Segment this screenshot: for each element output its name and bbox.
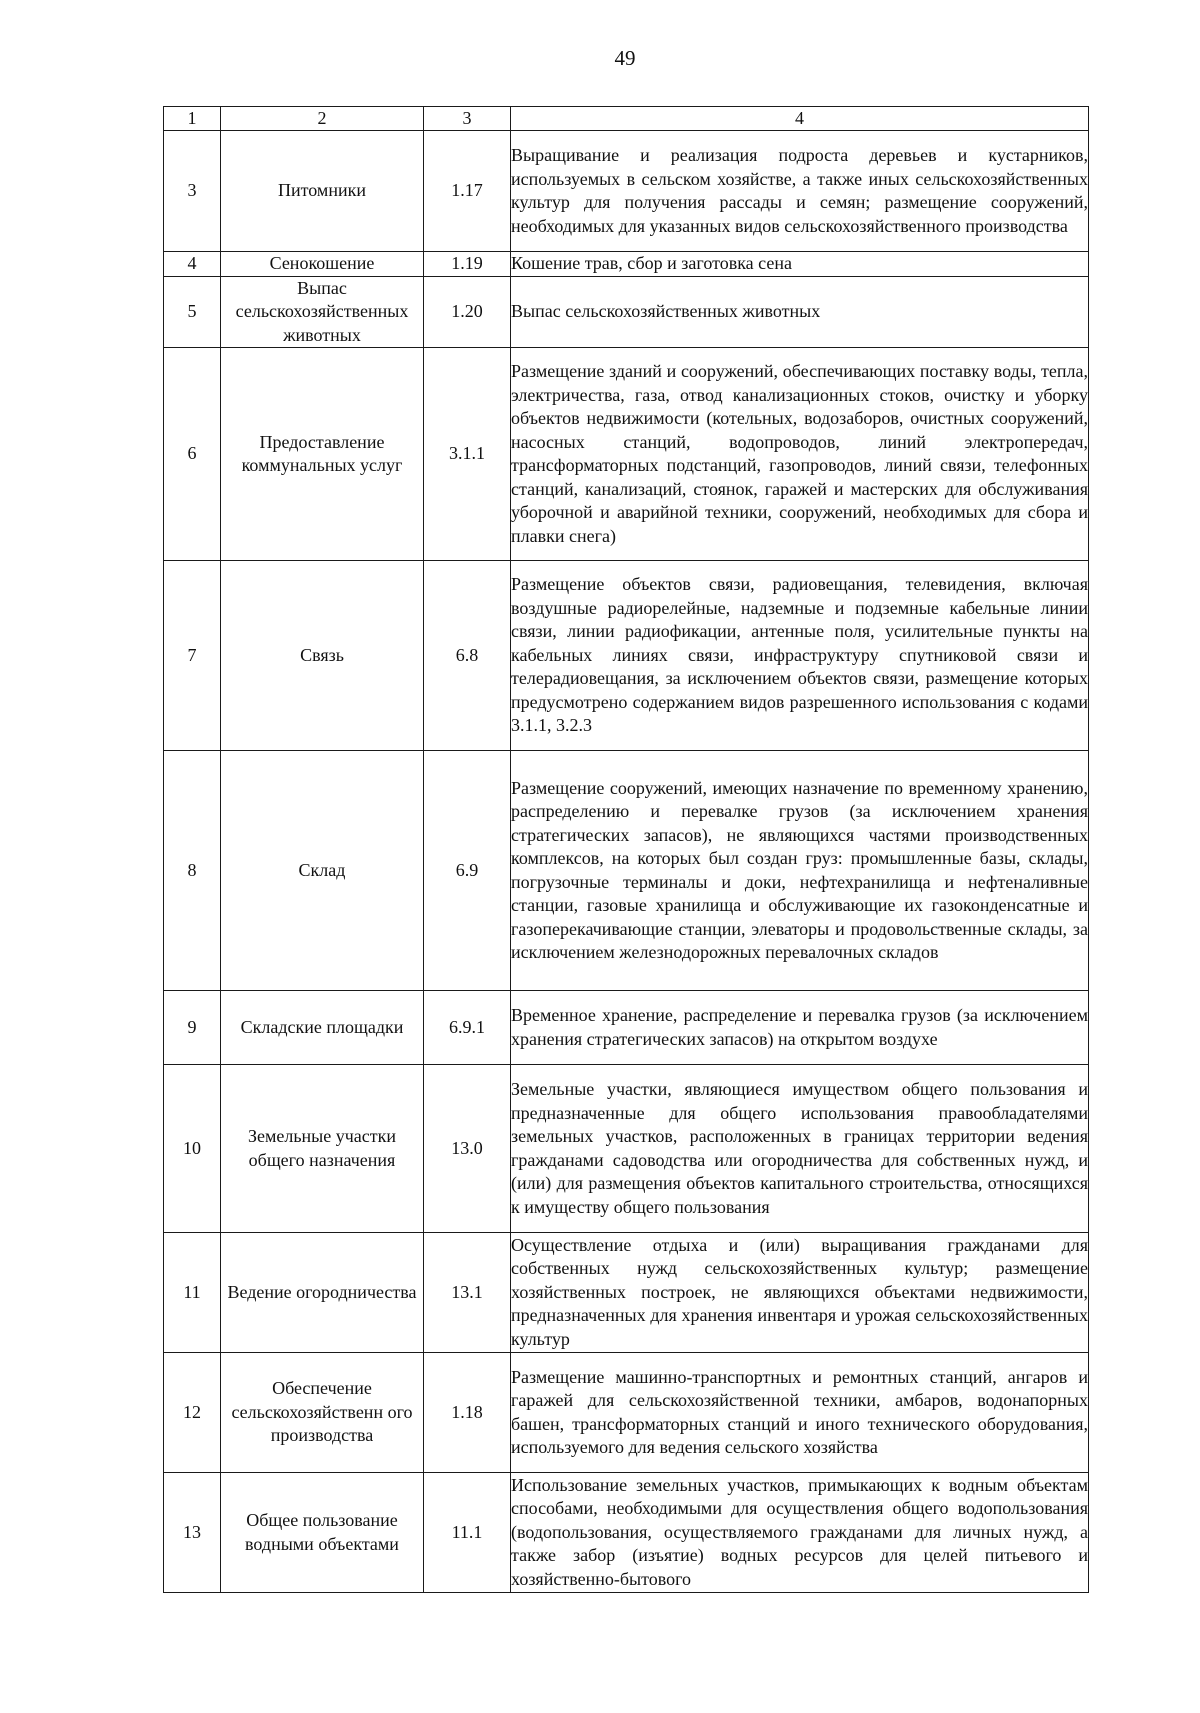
land-use-table: [163, 106, 1089, 1593]
use-type-code: 6.8: [424, 561, 511, 751]
use-type-description: Размещение сооружений, имеющих назначение по временному хранению, распределению и перевалке грузов (за исключением хранения стратегических запасов), не являющихся частями производственных комплексов, на которых был создан груз: промышленные базы, склады, погрузочные терминалы и доки, нефтехранилища и нефтеналивные станции, газовые хранилища и обслуживающие их газоконденсатные и газоперекачивающие станции, элеваторы и продовольственные склады, за исключением железнодорожных перевалочных складов: [511, 751, 1089, 991]
use-type-description: Временное хранение, распределение и перевалка грузов (за исключением хранения стратегических запасов) на открытом воздухе: [511, 991, 1089, 1065]
use-type-description: Использование земельных участков, примыкающих к водным объектам способами, необходимыми для осуществления общего водопользования (водопользования, осуществляемого гражданами для личных нужд, а также забор (изъятие) водных ресурсов для целей питьевого и хозяйственно-бытового: [511, 1473, 1089, 1593]
use-type-name: Земельные участки общего назначения: [221, 1065, 424, 1233]
row-number: 9: [164, 991, 221, 1065]
use-type-code: 11.1: [424, 1473, 511, 1593]
table-row: [164, 991, 1089, 1065]
column-header-4: 4: [511, 107, 1089, 131]
page-number: 49: [614, 46, 636, 70]
table-row: [164, 276, 1089, 348]
row-number: 10: [164, 1065, 221, 1233]
table-row: [164, 1473, 1089, 1593]
use-type-name: Предоставление коммунальных услуг: [221, 348, 424, 561]
use-type-code: 1.20: [424, 276, 511, 348]
use-type-name: Сенокошение: [221, 252, 424, 277]
column-header-1: 1: [164, 107, 221, 131]
row-number: 3: [164, 131, 221, 252]
table-row: [164, 1353, 1089, 1473]
use-type-description: Осуществление отдыха и (или) выращивания гражданами для собственных нужд сельскохозяйственных культур; размещение хозяйственных построек, не являющихся объектами недвижимости, предназначенных для хранения инвентаря и урожая сельскохозяйственных культур: [511, 1233, 1089, 1353]
row-number: 11: [164, 1233, 221, 1353]
table-row: [164, 1065, 1089, 1233]
use-type-name: Ведение огородничества: [221, 1233, 424, 1353]
use-type-code: 1.19: [424, 252, 511, 277]
column-number-row: [164, 107, 1089, 131]
use-type-code: 3.1.1: [424, 348, 511, 561]
use-type-code: 6.9.1: [424, 991, 511, 1065]
use-type-description: Размещение машинно-транспортных и ремонтных станций, ангаров и гаражей для сельскохозяйственной техники, амбаров, водонапорных башен, трансформаторных станций и иного технического оборудования, используемого для ведения сельского хозяйства: [511, 1353, 1089, 1473]
table-row: [164, 252, 1089, 277]
use-type-name: Складские площадки: [221, 991, 424, 1065]
table-row: [164, 348, 1089, 561]
use-type-name: Обеспечение сельскохозяйственн ого производства: [221, 1353, 424, 1473]
use-type-code: 1.18: [424, 1353, 511, 1473]
row-number: 13: [164, 1473, 221, 1593]
use-type-code: 1.17: [424, 131, 511, 252]
row-number: 4: [164, 252, 221, 277]
table-row: [164, 1233, 1089, 1353]
table-row: [164, 131, 1089, 252]
use-type-code: 13.1: [424, 1233, 511, 1353]
use-type-description: Кошение трав, сбор и заготовка сена: [511, 252, 1089, 277]
use-type-description: Выращивание и реализация подроста деревьев и кустарников, используемых в сельском хозяйстве, а также иных сельскохозяйственных культур для получения рассады и семян; размещение сооружений, необходимых для указанных видов сельскохозяйственного производства: [511, 131, 1089, 252]
row-number: 12: [164, 1353, 221, 1473]
row-number: 7: [164, 561, 221, 751]
use-type-code: 13.0: [424, 1065, 511, 1233]
row-number: 8: [164, 751, 221, 991]
use-type-name: Общее пользование водными объектами: [221, 1473, 424, 1593]
column-header-2: 2: [221, 107, 424, 131]
use-type-description: Размещение зданий и сооружений, обеспечивающих поставку воды, тепла, электричества, газа, отвод канализационных стоков, очистку и уборку объектов недвижимости (котельных, водозаборов, очистных сооружений, насосных станций, водопроводов, линий электропередач, трансформаторных подстанций, газопроводов, линий связи, телефонных станций, канализаций, стоянок, гаражей и мастерских для обслуживания уборочной и аварийной техники, сооружений, необходимых для сбора и плавки снега): [511, 348, 1089, 561]
use-type-name: Выпас сельскохозяйственных животных: [221, 276, 424, 348]
use-type-code: 6.9: [424, 751, 511, 991]
use-type-name: Склад: [221, 751, 424, 991]
use-type-name: Связь: [221, 561, 424, 751]
use-type-name: Питомники: [221, 131, 424, 252]
column-header-3: 3: [424, 107, 511, 131]
use-type-description: Земельные участки, являющиеся имуществом общего пользования и предназначенные для общего использования правообладателями земельных участков, расположенных в границах территории ведения гражданами садоводства или огородничества для собственных нужд, и (или) для размещения объектов капитального строительства, относящихся к имуществу общего пользования: [511, 1065, 1089, 1233]
row-number: 5: [164, 276, 221, 348]
row-number: 6: [164, 348, 221, 561]
use-type-description: Выпас сельскохозяйственных животных: [511, 276, 1089, 348]
table-row: [164, 751, 1089, 991]
table-row: [164, 561, 1089, 751]
use-type-description: Размещение объектов связи, радиовещания, телевидения, включая воздушные радиорелейные, надземные и подземные кабельные линии связи, линии радиофикации, антенные поля, усилительные пункты на кабельных линиях связи, инфраструктуру спутниковой связи и телерадиовещания, за исключением объектов связи, размещение которых предусмотрено содержанием видов разрешенного использования с кодами 3.1.1, 3.2.3: [511, 561, 1089, 751]
